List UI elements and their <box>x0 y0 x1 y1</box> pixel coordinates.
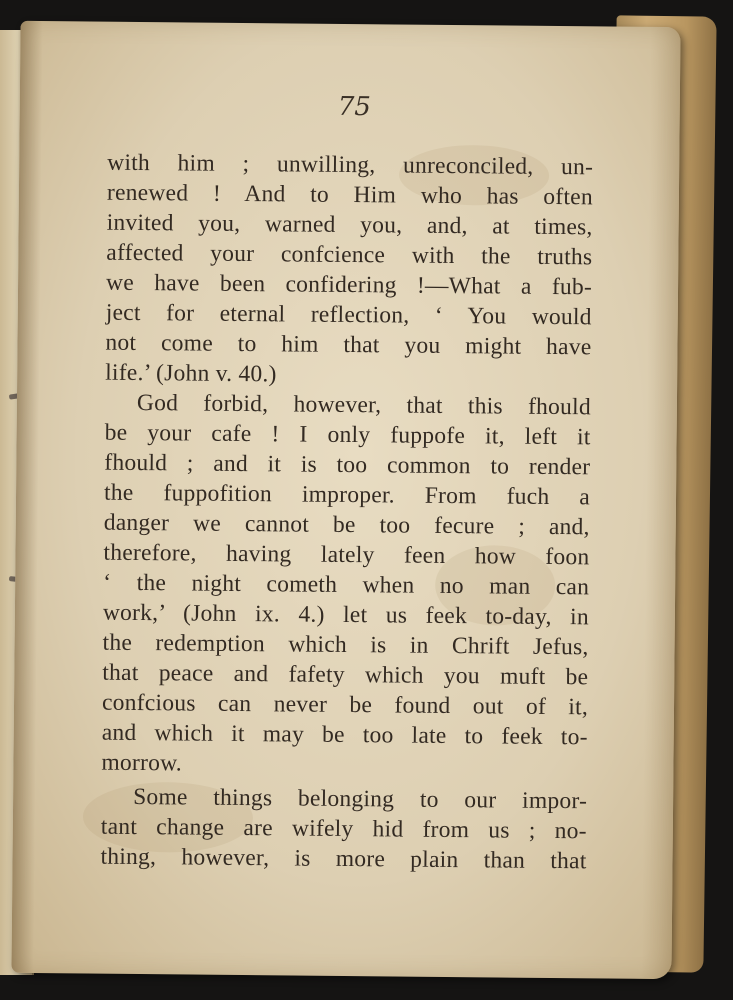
text-line: and which it may be too late to feek to- <box>101 719 588 751</box>
text-line: thing, however, is more plain than that <box>100 843 587 875</box>
text-line: be your cafe ! I only fuppofe it, left it <box>104 419 591 451</box>
book-page <box>11 21 680 979</box>
text-line: that peace and fafety which you muft be <box>102 659 589 691</box>
text-line: therefore, having lately feen how foon <box>103 539 590 571</box>
page-number: 75 <box>337 91 372 123</box>
text-line: affected your confcience with the truths <box>106 239 593 271</box>
text-line: Some things belonging to our impor- <box>133 783 588 815</box>
text-line: the fuppofition improper. From fuch a <box>103 479 591 511</box>
text-line: renewed ! And to Him who has often <box>106 179 594 211</box>
text-line: fhould ; and it is too common to render <box>104 449 591 481</box>
text-line: morrow. <box>101 749 183 777</box>
text-line: ‘ the night cometh when no man can <box>103 569 590 601</box>
text-line: work,’ (John ix. 4.) let us feek to-day, in <box>102 599 590 631</box>
page-text <box>100 148 593 877</box>
text-line: with him ; unwilling, unreconciled, un- <box>107 149 594 181</box>
text-line: confcious can never be found out of it, <box>101 689 589 721</box>
text-line: God forbid, however, that this fhould <box>136 389 592 421</box>
text-line: danger we cannot be too fecure ; and, <box>103 509 590 541</box>
text-line: ject for eternal reflection, ‘ You would <box>105 299 592 331</box>
text-line: invited you, warned you, and, at times, <box>106 209 593 241</box>
text-line: we have been confidering !—What a fub- <box>105 269 593 301</box>
text-line: life.’ (John v. 40.) <box>105 359 277 388</box>
text-line: tant change are wifely hid from us ; no- <box>100 813 587 845</box>
text-line: not come to him that you might have <box>105 329 592 361</box>
text-line: the redemption which is in Chrift Jefus, <box>102 629 589 661</box>
